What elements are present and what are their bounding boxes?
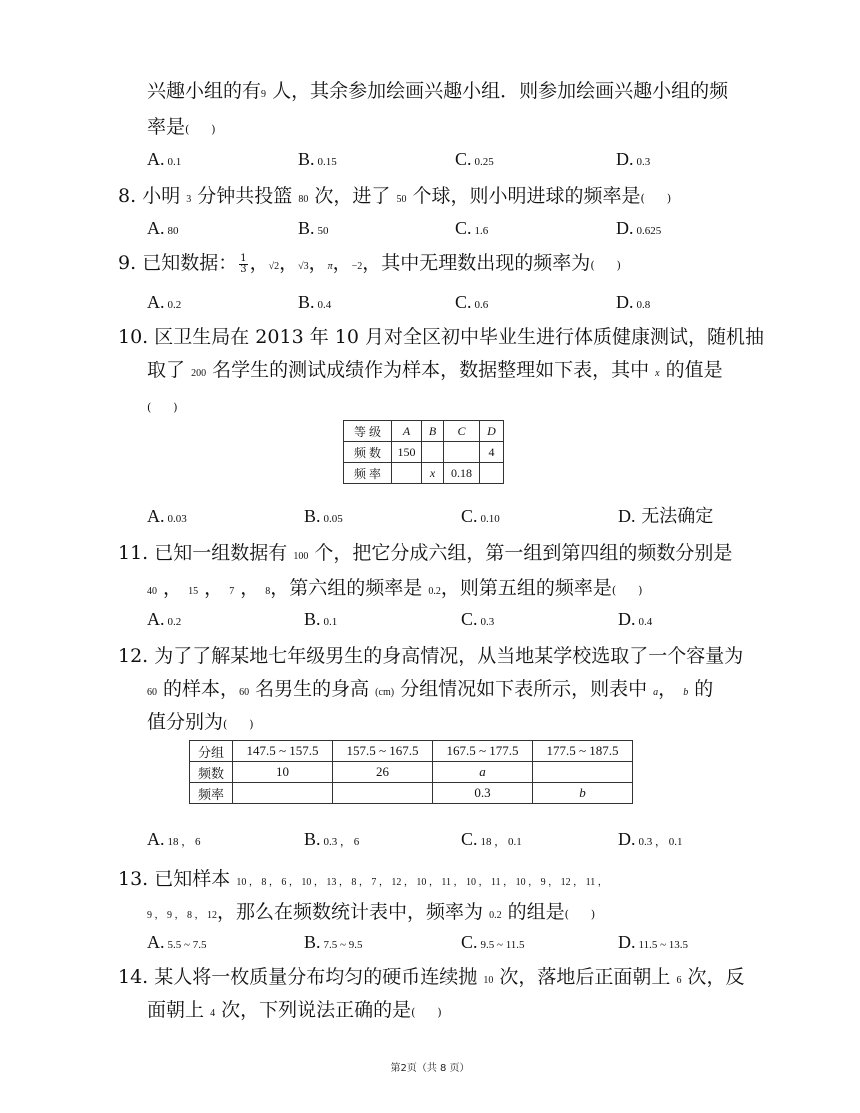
table-cell: 等 级 [344, 421, 392, 442]
table-row [344, 421, 504, 442]
q8-stem: 8. 小明 3 分钟共投篮 80 次，进了 50 个球，则小明进球的频率是( ) [118, 185, 672, 207]
table-cell: b [533, 783, 633, 804]
table-cell: 177.5 ~ 187.5 [533, 741, 633, 762]
q8-option-b[interactable]: B. 50 [298, 218, 329, 238]
table-cell [422, 442, 444, 463]
q12-option-a[interactable]: A. 18 ， 6 [147, 829, 201, 849]
q10-line1: 10. 区卫生局在 2013 年 10 月对全区初中毕业生进行体质健康测试，随机抽 [118, 326, 764, 348]
q11-option-a[interactable]: A. 0.2 [147, 609, 182, 629]
table-cell [480, 463, 504, 484]
q11-option-c[interactable]: C. 0.3 [461, 609, 495, 629]
table-cell [333, 783, 433, 804]
table-row [190, 741, 633, 762]
q9-option-d[interactable]: D. 0.8 [616, 292, 651, 312]
table-cell [444, 442, 480, 463]
q12-line3: 值分别为( ) [147, 711, 254, 733]
table-cell: D [480, 421, 504, 442]
q11-option-b[interactable]: B. 0.1 [304, 609, 338, 629]
table-cell: 分组 [190, 741, 233, 762]
q13-option-b[interactable]: B. 7.5 ~ 9.5 [304, 932, 363, 952]
q13-option-c[interactable]: C. 9.5 ~ 11.5 [461, 932, 525, 952]
table-cell: 150 [392, 442, 422, 463]
q9-stem: 9. 已知数据： $\frac{1}{3}$ ，√2，√3，π，−2，其中无理数出现的频率为( ) [118, 252, 621, 275]
q7-option-a[interactable]: A. 0.1 [147, 149, 182, 169]
table-cell: 147.5 ~ 157.5 [233, 741, 333, 762]
table-cell: 频 数 [344, 442, 392, 463]
q10-option-a[interactable]: A. 0.03 [147, 506, 187, 526]
table-cell: A [392, 421, 422, 442]
table-cell: a [433, 762, 533, 783]
q7-line2: 率是( ) [147, 116, 216, 138]
q12-line1: 12. 为了了解某地七年级男生的身高情况，从当地某学校选取了一个容量为 [118, 645, 744, 667]
q9-option-c[interactable]: C. 0.6 [455, 292, 489, 312]
q14-line1: 14. 某人将一枚质量分布均匀的硬币连续抛 10 次，落地后正面朝上 6 次，反 [118, 966, 745, 988]
table-cell [392, 463, 422, 484]
table-row [190, 783, 633, 804]
table-cell: 167.5 ~ 177.5 [433, 741, 533, 762]
q12-option-c[interactable]: C. 18 ， 0.1 [461, 829, 522, 849]
table-cell: 0.18 [444, 463, 480, 484]
table-row [344, 463, 504, 484]
table-cell: 频率 [190, 783, 233, 804]
q10-paren: ( ) [147, 401, 178, 414]
q10-line2: 取了 200 名学生的测试成绩作为样本，数据整理如下表，其中 x 的值是 [147, 359, 723, 381]
table-cell: x [422, 463, 444, 484]
q14-line2: 面朝上 4 次，下列说法正确的是( ) [147, 999, 442, 1021]
q13-line2: 9 ， 9 ， 8 ， 12，那么在频数统计表中，频率为 0.2 的组是( ) [147, 901, 596, 923]
table-cell: 0.3 [433, 783, 533, 804]
q12-option-d[interactable]: D. 0.3 ， 0.1 [618, 829, 683, 849]
q11-line1: 11. 已知一组数据有 100 个，把它分成六组，第一组到第四组的频数分别是 [118, 542, 733, 564]
q11-option-d[interactable]: D. 0.4 [618, 609, 653, 629]
q12-option-b[interactable]: B. 0.3 ， 6 [304, 829, 360, 849]
q13-option-a[interactable]: A. 5.5 ~ 7.5 [147, 932, 207, 952]
q13-option-d[interactable]: D. 11.5 ~ 13.5 [618, 932, 689, 952]
q10-option-d[interactable]: D. 无法确定 [618, 506, 714, 527]
table-cell: 4 [480, 442, 504, 463]
q10-grade-table [343, 420, 504, 484]
q10-option-b[interactable]: B. 0.05 [304, 506, 343, 526]
table-cell: 频数 [190, 762, 233, 783]
page-footer: 第2页（共 8 页） [390, 1063, 470, 1074]
table-row [344, 442, 504, 463]
q7-option-b[interactable]: B. 0.15 [298, 149, 337, 169]
q11-line2: 40 ， 15 ， 7 ， 8，第六组的频率是 0.2，则第五组的频率是( ) [147, 577, 643, 599]
table-cell: 10 [233, 762, 333, 783]
table-cell: C [444, 421, 480, 442]
q12-line2: 60 的样本，60 名男生的身高 (cm) 分组情况如下表所示，则表中 a， b 的 [147, 678, 714, 700]
q13-line1: 13. 已知样本 10 ， 8 ， 6 ， 10 ， 13 ， 8 ， 7 ， 12 ， 10 ， 11 ， 10 ， 11 ， 10 ， 9 ， 12 ， 11 ， [118, 868, 608, 890]
q7-option-c[interactable]: C. 0.25 [455, 149, 494, 169]
q9-option-b[interactable]: B. 0.4 [298, 292, 332, 312]
table-cell: 26 [333, 762, 433, 783]
q8-option-c[interactable]: C. 1.6 [455, 218, 489, 238]
q7-option-d[interactable]: D. 0.3 [616, 149, 651, 169]
table-row [190, 762, 633, 783]
q10-option-c[interactable]: C. 0.10 [461, 506, 500, 526]
q7-line1: 兴趣小组的有9 人，其余参加绘画兴趣小组．则参加绘画兴趣小组的频 [147, 80, 729, 102]
table-cell: 157.5 ~ 167.5 [333, 741, 433, 762]
q12-height-table [189, 740, 633, 804]
fraction-one-third: $\frac{1}{3}$ [240, 252, 247, 275]
table-cell [533, 762, 633, 783]
table-cell: 频 率 [344, 463, 392, 484]
q8-option-d[interactable]: D. 0.625 [616, 218, 662, 238]
table-cell: B [422, 421, 444, 442]
q9-option-a[interactable]: A. 0.2 [147, 292, 182, 312]
q8-option-a[interactable]: A. 80 [147, 218, 179, 238]
table-cell [233, 783, 333, 804]
